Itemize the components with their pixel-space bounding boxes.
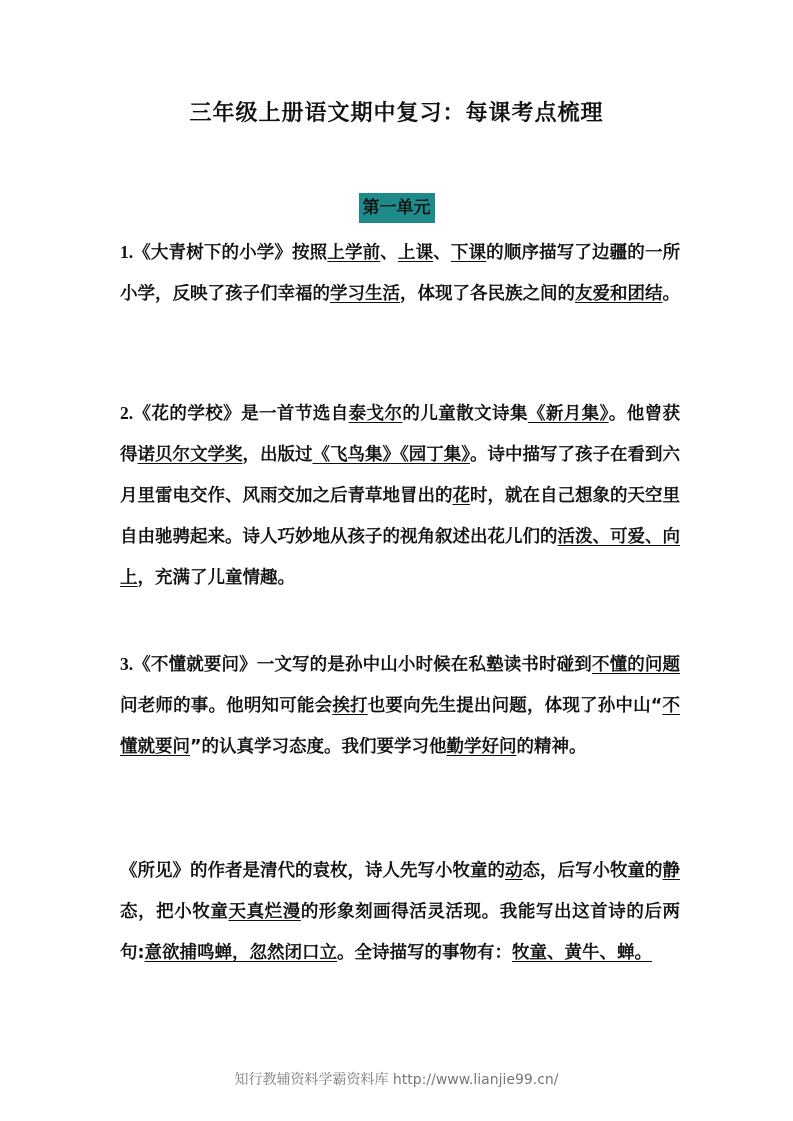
text-run: 《大青树下的小学》按照 bbox=[133, 243, 328, 263]
text-run: 。诗中描写了孩子在看到六月里雷电交作、风雨交加之后青草地冒出的 bbox=[120, 445, 680, 506]
text-run: ，体现了各民族之间的 bbox=[400, 284, 575, 304]
paragraph-4 bbox=[120, 851, 680, 974]
key-point: 不懂就要问 bbox=[120, 696, 681, 757]
unit-heading bbox=[0, 193, 793, 223]
key-point: 诺贝尔文学奖 bbox=[137, 445, 243, 465]
key-point: 泰戈尔 bbox=[348, 404, 403, 424]
key-point: 友爱和团结 bbox=[575, 284, 663, 304]
paragraph-1 bbox=[120, 232, 680, 315]
text-run: 问老师的事。他明知可能会 bbox=[120, 696, 333, 716]
key-point: 静 bbox=[662, 861, 680, 881]
paragraph-2 bbox=[120, 393, 680, 599]
paragraph-3 bbox=[120, 644, 680, 768]
text-run: ，充满了儿童情趣。 bbox=[137, 568, 295, 588]
text-run: 《所见》的作者是清代的袁枚，诗人先写小牧童的 bbox=[120, 861, 505, 881]
text-run: 的顺序描写了边疆的一所小学，反映了孩子们幸福的 bbox=[120, 243, 681, 304]
page-title: 三年级上册语文期中复习：每课考点梳理 bbox=[189, 101, 604, 126]
key-point: 不懂的问题 bbox=[591, 655, 681, 675]
key-point: 挨打 bbox=[332, 696, 368, 716]
key-point: 《新月集》 bbox=[527, 404, 609, 424]
text-run: 、 bbox=[380, 243, 398, 263]
key-point: 花 bbox=[452, 486, 470, 506]
key-point: 上学前 bbox=[327, 243, 381, 263]
text-run: 的形象刻画得活灵活现。我能写出这首诗的后两句: bbox=[120, 902, 681, 963]
unit-label: 第一单元 bbox=[359, 193, 435, 223]
text-run: 。 bbox=[662, 284, 680, 304]
text-run: ，出版过 bbox=[242, 445, 313, 465]
key-point: 上课 bbox=[397, 243, 434, 263]
text-run: 。他曾获得 bbox=[120, 404, 681, 465]
key-point: 学习生活 bbox=[330, 284, 400, 304]
key-point: 天真烂漫 bbox=[228, 902, 301, 922]
text-run: ”的认真学习态度。我们要学习他 bbox=[190, 737, 447, 757]
text-run: 、 bbox=[433, 243, 451, 263]
item-number: 3. bbox=[120, 654, 134, 674]
item-number: 2. bbox=[120, 403, 134, 423]
text-run: 《不懂就要问》一文写的是孙中山小时候在私塾读书时碰到 bbox=[133, 655, 592, 675]
key-point: 《飞鸟集》《园丁集》 bbox=[312, 445, 470, 465]
key-point: 勤学好问 bbox=[446, 737, 517, 757]
text-run: 也要向先生提出问题，体现了孙中山“ bbox=[367, 696, 663, 716]
text-run: 态，把小牧童 bbox=[120, 902, 229, 922]
key-point: 活泼、可爱、向上 bbox=[120, 527, 680, 588]
key-point: 动 bbox=[505, 861, 523, 881]
text-run: 的儿童散文诗集 bbox=[402, 404, 528, 424]
text-run: 。全诗描写的事物有： bbox=[337, 943, 512, 963]
text-run: 《花的学校》是一首节选自 bbox=[133, 404, 349, 424]
footer-watermark: 知行教辅资料学霸资料库 http://www.lianjie99.cn/ bbox=[234, 1072, 559, 1088]
key-point: 牧童、黄牛、蝉。 bbox=[512, 943, 652, 963]
key-point: 下课 bbox=[450, 243, 487, 263]
item-number: 1. bbox=[120, 242, 134, 262]
key-point: 意欲捕鸣蝉，忽然闭口立 bbox=[144, 943, 337, 963]
text-run: 时，就在自己想象的天空里自由驰骋起来。诗人巧妙地从孩子的视角叙述出花儿们的 bbox=[120, 486, 680, 547]
text-run: 态，后写小牧童的 bbox=[522, 861, 663, 881]
text-run: 的精神。 bbox=[516, 737, 587, 757]
